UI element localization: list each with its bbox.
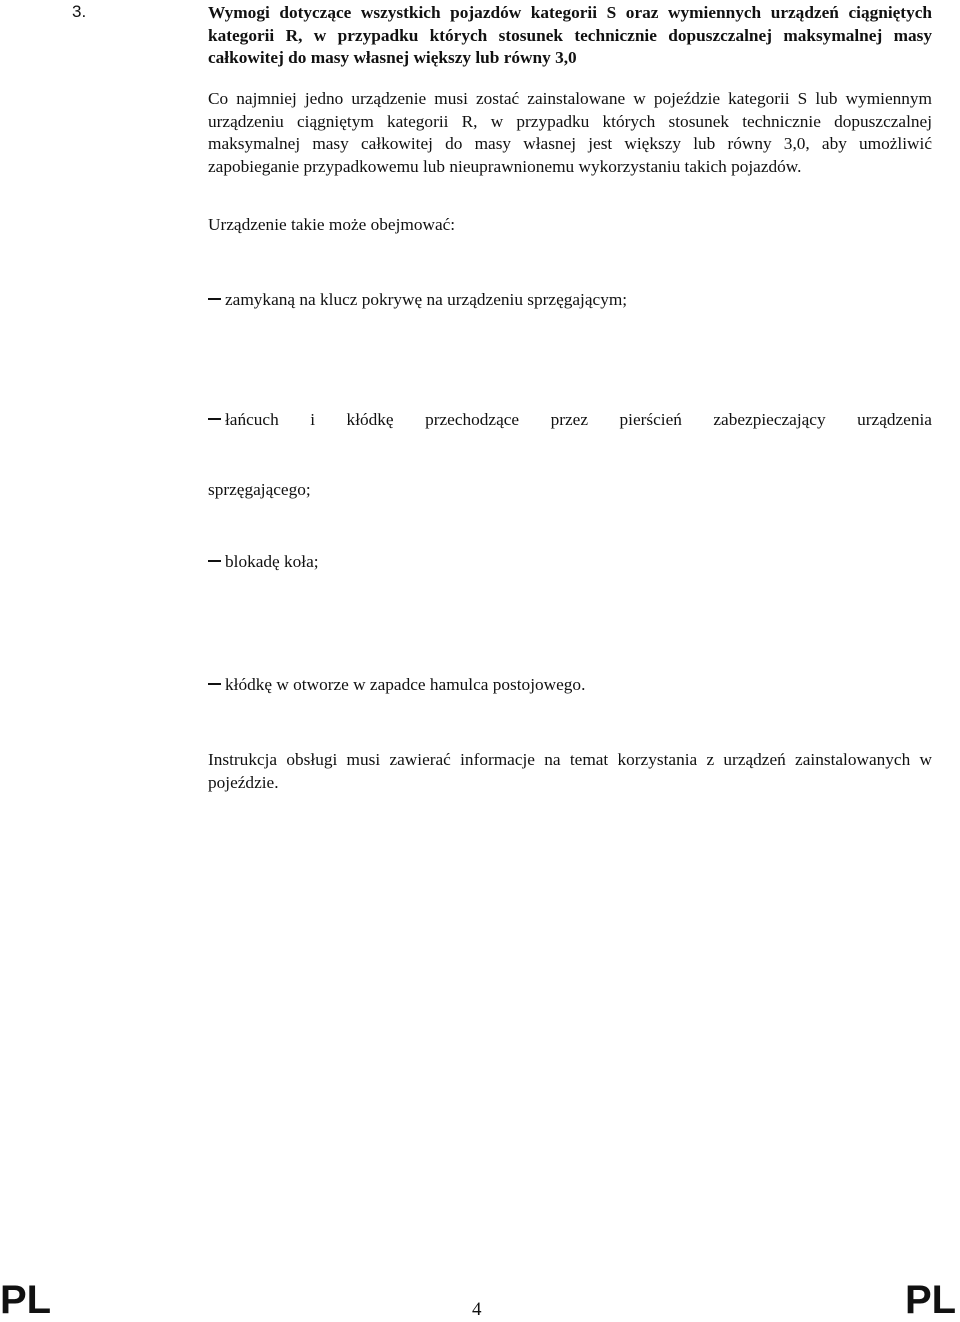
section-heading: Wymogi dotyczące wszystkich pojazdów kategorii S oraz wymiennych urządzeń ciągniętych kategorii R, w przypadku których stosunek technicznie dopuszczalnej maksymalnej masy całkowitej do masy własnej większy lub równy 3,0 bbox=[208, 3, 932, 67]
may-include-paragraph: Urządzenie takie może obejmować: bbox=[208, 215, 456, 234]
list-item-word: łańcuch bbox=[208, 409, 279, 431]
list-item-word: zabezpieczający bbox=[713, 410, 826, 429]
list-item bbox=[208, 409, 932, 431]
dash-bullet-icon bbox=[208, 298, 221, 300]
list-item-text: blokadę koła; bbox=[225, 552, 319, 571]
list-item-word: kłódkę bbox=[346, 410, 394, 429]
dash-bullet-icon bbox=[208, 683, 221, 685]
list-item-text: zamykaną na klucz pokrywę na urządzeniu sprzęgającym; bbox=[225, 290, 628, 309]
list-item-continuation: sprzęgającego; bbox=[208, 480, 311, 499]
closing-paragraph: Instrukcja obsługi musi zawierać informacje na temat korzystania z urządzeń zainstalowanych w pojeździe. bbox=[208, 750, 932, 792]
dash-bullet-icon bbox=[208, 418, 221, 420]
list-item-word: urządzenia bbox=[857, 410, 932, 429]
list-item-text: kłódkę w otworze w zapadce hamulca postojowego. bbox=[225, 675, 586, 694]
list-item-word: przez bbox=[550, 410, 589, 429]
list-item-word: przechodzące bbox=[425, 410, 520, 429]
list-item bbox=[208, 289, 932, 311]
footer-language-code-right: PL bbox=[905, 1278, 957, 1322]
list-item-justified-line bbox=[208, 409, 932, 431]
page-number: 4 bbox=[472, 1299, 482, 1320]
dash-bullet-icon bbox=[208, 560, 221, 562]
list-item bbox=[208, 551, 932, 573]
intro-paragraph: Co najmniej jedno urządzenie musi zostać zainstalowane w pojeździe kategorii S lub wymiennym urządzeniu ciągniętym kategorii R, w przypadku których stosunek technicznie dopuszczalnej maksymalnej masy całkowitej do masy własnej jest większy lub równy 3,0, aby umożliwić zapobieganie przypadkowemu lub nieuprawnionemu wykorzystaniu takich pojazdów. bbox=[208, 89, 932, 176]
section-number: 3. bbox=[72, 2, 87, 21]
footer-language-code-left: PL bbox=[0, 1278, 52, 1322]
list-item-word: pierścień bbox=[619, 410, 682, 429]
list-item-word: i bbox=[310, 410, 316, 429]
list-item bbox=[208, 674, 932, 696]
